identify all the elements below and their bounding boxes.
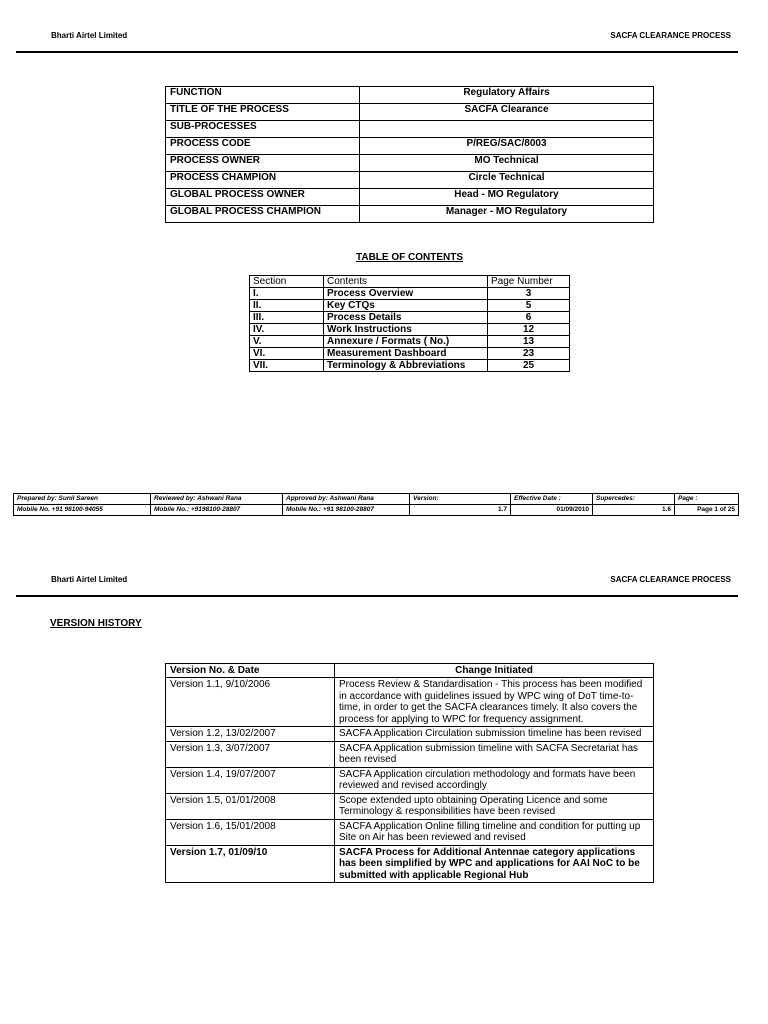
toc-contents: Measurement Dashboard	[324, 348, 488, 360]
info-row	[166, 206, 654, 223]
document-title-page2: SACFA CLEARANCE PROCESS	[610, 575, 731, 584]
toc-page-number: 13	[488, 336, 570, 348]
version-row	[166, 727, 654, 742]
info-row	[166, 138, 654, 155]
prepared-by: Prepared by: Sunil Sareen	[14, 494, 151, 505]
info-label: PROCESS OWNER	[166, 155, 360, 172]
info-label: PROCESS CHAMPION	[166, 172, 360, 189]
version-date: Version 1.4, 19/07/2007	[166, 767, 335, 793]
toc-contents: Process Details	[324, 312, 488, 324]
effective-date-value: 01/09/2010	[511, 505, 593, 516]
toc-header-page: Page Number	[488, 276, 570, 288]
toc-row	[250, 336, 570, 348]
info-value: Circle Technical	[360, 172, 654, 189]
toc-header-row	[250, 276, 570, 288]
toc-contents: Terminology & Abbreviations	[324, 360, 488, 372]
reviewed-by: Reviewed by: Ashwani Rana	[151, 494, 283, 505]
info-value	[360, 121, 654, 138]
header-change-initiated: Change Initiated	[335, 664, 654, 678]
info-value: MO Technical	[360, 155, 654, 172]
toc-page-number: 5	[488, 300, 570, 312]
version-row	[166, 678, 654, 727]
toc-section: II.	[250, 300, 324, 312]
info-value: Head - MO Regulatory	[360, 189, 654, 206]
toc-section: IV.	[250, 324, 324, 336]
toc-page-number: 6	[488, 312, 570, 324]
toc-header-section: Section	[250, 276, 324, 288]
version-label: Version:	[410, 494, 511, 505]
version-value: 1.7	[410, 505, 511, 516]
info-label: SUB-PROCESSES	[166, 121, 360, 138]
page-label: Page :	[675, 494, 739, 505]
change-initiated: Process Review & Standardisation - This process has been modified in accordance with guidelines issued by WPC wing of DoT time-to-time, in order to get the SACFA clearances timely. It also covers the process for applying to WPC for frequency assignment.	[335, 678, 654, 727]
toc-section: III.	[250, 312, 324, 324]
effective-date-label: Effective Date :	[511, 494, 593, 505]
toc-contents: Annexure / Formats ( No.)	[324, 336, 488, 348]
change-initiated: SACFA Application circulation methodology and formats have been reviewed and revised accordingly	[335, 767, 654, 793]
toc-header-contents: Contents	[324, 276, 488, 288]
document-footer	[13, 493, 739, 516]
preparer-mobile: Mobile No. +91 98100-94055	[14, 505, 151, 516]
toc-section: VI.	[250, 348, 324, 360]
toc-section: VII.	[250, 360, 324, 372]
change-initiated: Scope extended upto obtaining Operating Licence and some Terminology & responsibilities have been revised	[335, 793, 654, 819]
toc-row	[250, 300, 570, 312]
toc-row	[250, 288, 570, 300]
toc-row	[250, 348, 570, 360]
info-row	[166, 155, 654, 172]
toc-section: I.	[250, 288, 324, 300]
version-date: Version 1.7, 01/09/10	[166, 845, 335, 883]
toc-section: V.	[250, 336, 324, 348]
info-label: TITLE OF THE PROCESS	[166, 104, 360, 121]
company-name-page2: Bharti Airtel Limited	[51, 575, 128, 584]
toc-row	[250, 360, 570, 372]
info-row	[166, 104, 654, 121]
toc-table	[249, 275, 570, 372]
version-history-title: VERSION HISTORY	[50, 618, 142, 629]
approver-mobile: Mobile No.: +91 98100-28807	[283, 505, 410, 516]
version-date: Version 1.1, 9/10/2006	[166, 678, 335, 727]
toc-contents: Key CTQs	[324, 300, 488, 312]
toc-page-number: 25	[488, 360, 570, 372]
version-date: Version 1.3, 3/07/2007	[166, 741, 335, 767]
change-initiated: SACFA Process for Additional Antennae category applications has been simplified by WPC and applications for AAI NoC to be submitted with applicable Regional Hub	[335, 845, 654, 883]
change-initiated: SACFA Application submission timeline with SACFA Secretariat has been revised	[335, 741, 654, 767]
header-version-date: Version No. & Date	[166, 664, 335, 678]
document-title: SACFA CLEARANCE PROCESS	[610, 31, 731, 40]
info-label: FUNCTION	[166, 87, 360, 104]
version-row	[166, 819, 654, 845]
toc-page-number: 12	[488, 324, 570, 336]
info-row	[166, 121, 654, 138]
info-value: Manager - MO Regulatory	[360, 206, 654, 223]
info-value: SACFA Clearance	[360, 104, 654, 121]
change-initiated: SACFA Application Online filling timeline and condition for putting up Site on Air has been reviewed and revised	[335, 819, 654, 845]
approved-by: Approved by: Ashwani Rana	[283, 494, 410, 505]
info-label: GLOBAL PROCESS OWNER	[166, 189, 360, 206]
version-row	[166, 741, 654, 767]
version-row	[166, 767, 654, 793]
supercedes-label: Supercedes:	[593, 494, 675, 505]
toc-title: TABLE OF CONTENTS	[356, 252, 464, 263]
info-row	[166, 87, 654, 104]
process-info-table	[165, 86, 654, 223]
version-history-table	[165, 663, 654, 883]
info-value: Regulatory Affairs	[360, 87, 654, 104]
version-date: Version 1.5, 01/01/2008	[166, 793, 335, 819]
toc-page-number: 3	[488, 288, 570, 300]
header-divider	[16, 51, 738, 53]
version-row	[166, 793, 654, 819]
header-divider-page2	[16, 595, 738, 597]
company-name: Bharti Airtel Limited	[51, 31, 128, 40]
info-value: P/REG/SAC/8003	[360, 138, 654, 155]
change-initiated: SACFA Application Circulation submission timeline has been revised	[335, 727, 654, 742]
toc-row	[250, 312, 570, 324]
toc-page-number: 23	[488, 348, 570, 360]
info-label: PROCESS CODE	[166, 138, 360, 155]
page-number: Page 1 of 25	[675, 505, 739, 516]
version-row	[166, 845, 654, 883]
version-date: Version 1.6, 15/01/2008	[166, 819, 335, 845]
reviewer-mobile: Mobile No.: +9198100-28807	[151, 505, 283, 516]
toc-row	[250, 324, 570, 336]
version-history-header-row	[166, 664, 654, 678]
info-row	[166, 189, 654, 206]
supercedes-value: 1.6	[593, 505, 675, 516]
info-row	[166, 172, 654, 189]
toc-contents: Process Overview	[324, 288, 488, 300]
toc-contents: Work Instructions	[324, 324, 488, 336]
version-date: Version 1.2, 13/02/2007	[166, 727, 335, 742]
info-label: GLOBAL PROCESS CHAMPION	[166, 206, 360, 223]
